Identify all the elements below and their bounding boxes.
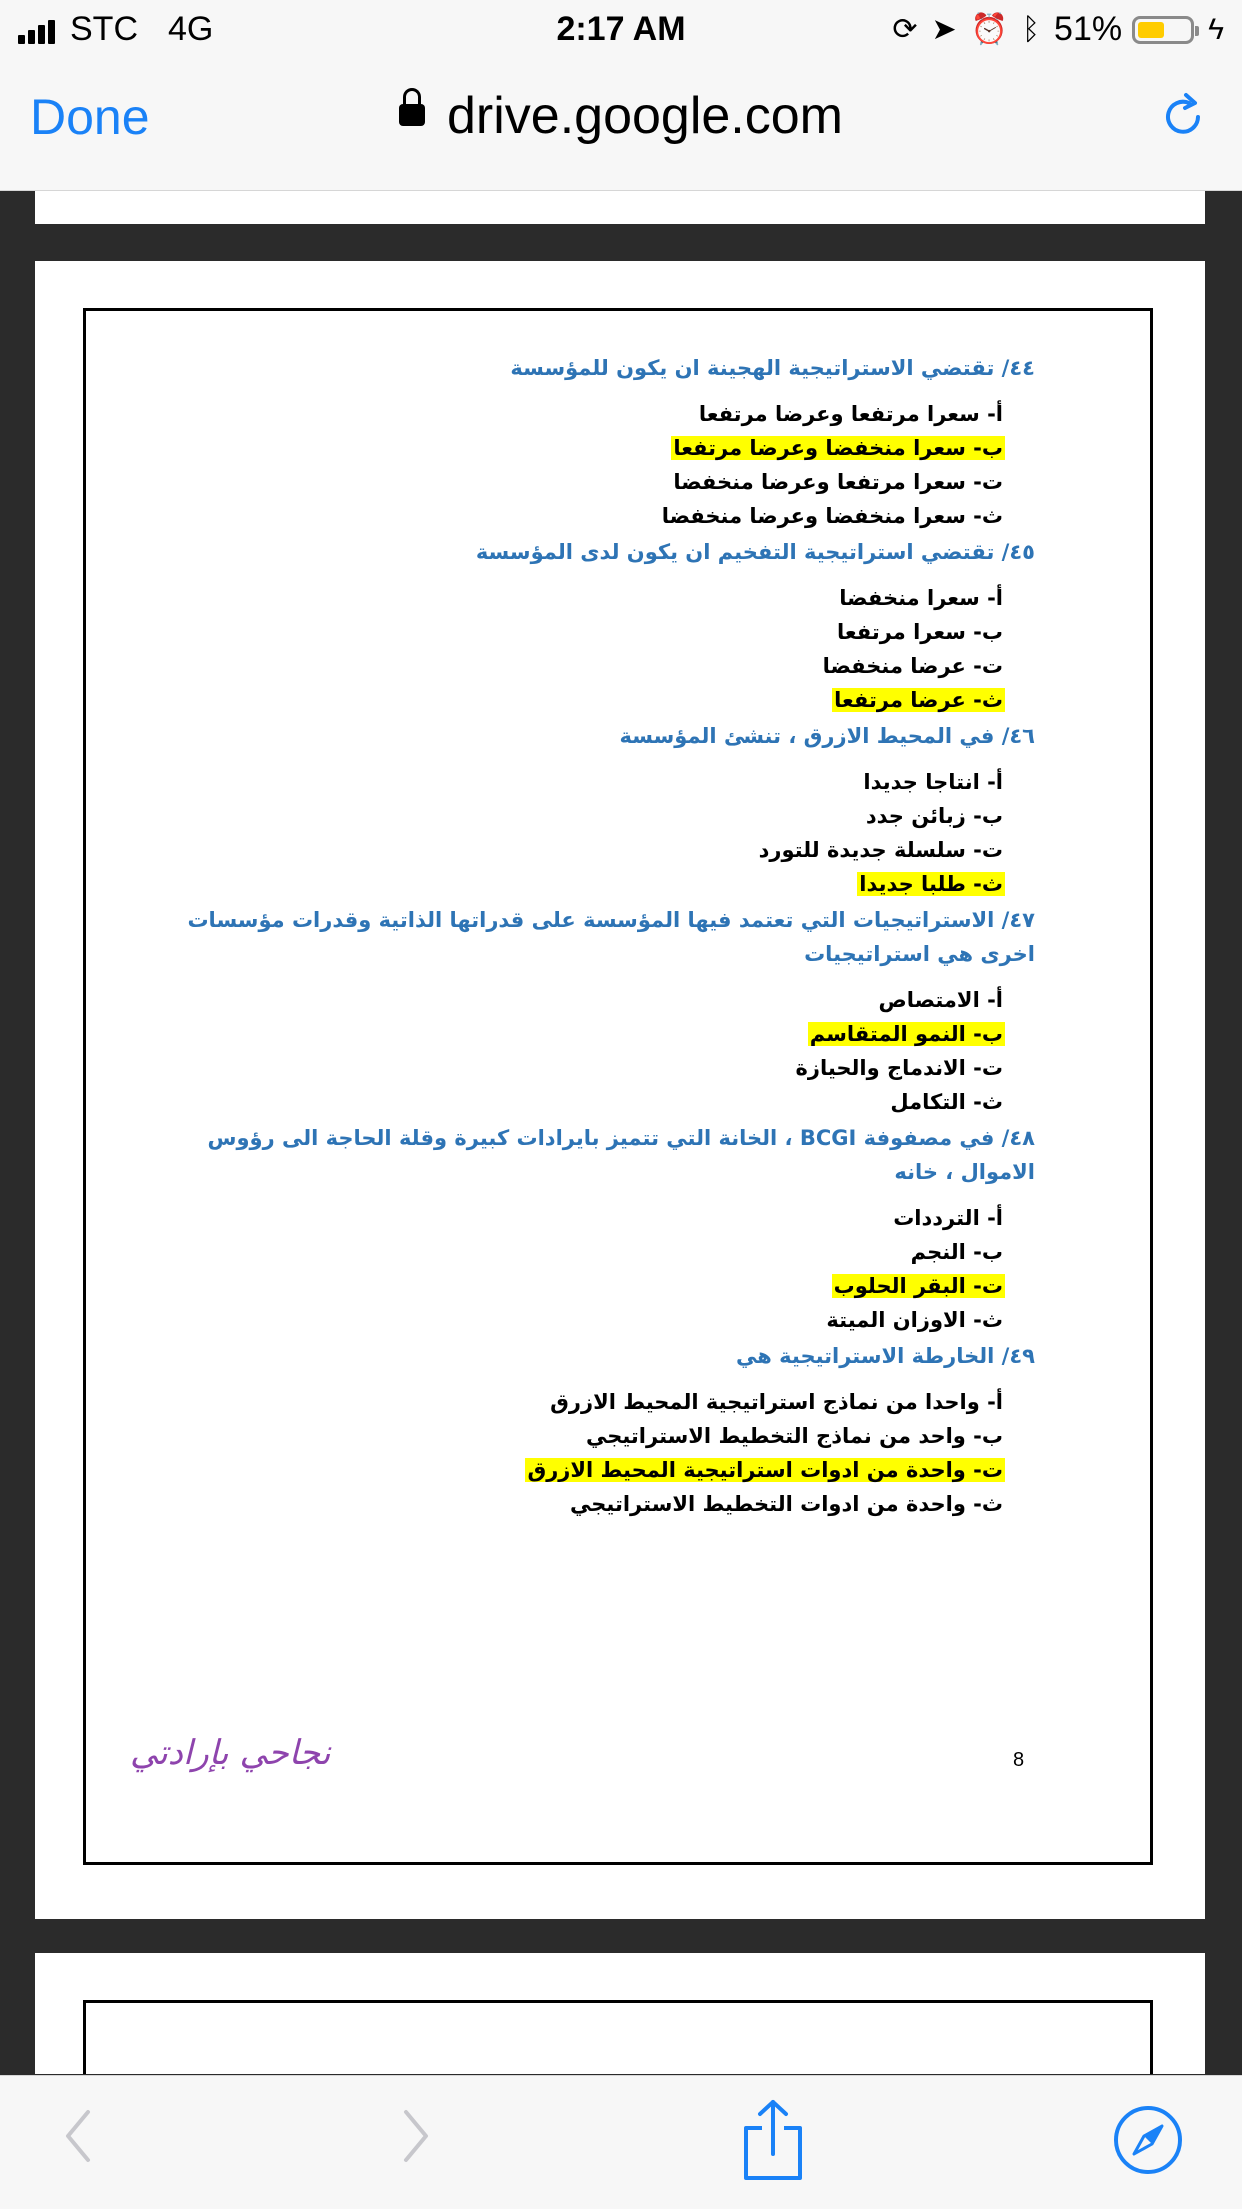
answer-option-highlighted xyxy=(185,1453,1005,1487)
battery-percent: 51% xyxy=(1054,10,1123,48)
next-page xyxy=(35,1953,1205,2074)
question-block xyxy=(185,535,1035,717)
answer-option xyxy=(185,983,1005,1017)
option-text: أ- انتاجا جديدا xyxy=(863,770,1003,794)
question-block xyxy=(185,719,1035,901)
status-time: 2:17 AM xyxy=(556,10,686,48)
next-page-border xyxy=(83,2000,1153,2074)
option-text: ب- النجم xyxy=(910,1240,1003,1264)
option-text: ت- سعرا مرتفعا وعرضا منخفضا xyxy=(673,470,1003,494)
question-title: ٤٧/ الاستراتيجيات التي تعتمد فيها المؤسسة على قدراتها الذاتية وقدرات مؤسسات اخرى هي استراتيجيات xyxy=(187,908,1035,966)
answer-option xyxy=(185,1235,1005,1269)
answer-option xyxy=(185,1487,1005,1521)
options-list xyxy=(185,1201,1035,1337)
option-text: ت- عرضا منخفضا xyxy=(822,654,1003,678)
option-text: أ- الترددات xyxy=(893,1206,1003,1230)
options-list xyxy=(185,983,1035,1119)
back-arrow-icon[interactable] xyxy=(58,2106,98,2166)
browser-nav-bar xyxy=(0,62,1242,191)
option-text: أ- سعرا مرتفعا وعرضا مرتفعا xyxy=(698,402,1003,426)
answer-option xyxy=(185,1419,1005,1453)
question-title: ٤٩/ الخارطة الاستراتيجية هي xyxy=(736,1344,1035,1368)
question-title: ٤٤/ تقتضي الاستراتيجية الهجينة ان يكون للمؤسسة xyxy=(510,356,1035,380)
share-icon[interactable] xyxy=(742,2098,804,2182)
question-block xyxy=(185,1121,1035,1337)
option-text: ت- الاندماج والحيازة xyxy=(795,1056,1003,1080)
questions-list xyxy=(185,351,1035,1523)
location-arrow-icon: ➤ xyxy=(931,13,957,46)
question-title: ٤٦/ في المحيط الازرق ، تنشئ المؤسسة xyxy=(619,724,1035,748)
forward-arrow-icon[interactable] xyxy=(396,2106,436,2166)
answer-option xyxy=(185,833,1005,867)
option-text: ث- طلبا جديدا xyxy=(859,872,1003,896)
answer-option xyxy=(185,465,1005,499)
safari-compass-icon[interactable] xyxy=(1112,2104,1184,2176)
status-right xyxy=(878,10,1224,49)
option-text: ب- سعرا مرتفعا xyxy=(836,620,1003,644)
charging-bolt-icon: ϟ xyxy=(1208,12,1224,46)
option-text: ب- زبائن جدد xyxy=(865,804,1003,828)
answer-option-highlighted xyxy=(185,867,1005,901)
option-text: أ- واحدا من نماذج استراتيجية المحيط الازرق xyxy=(550,1390,1003,1414)
answer-option-highlighted xyxy=(185,683,1005,717)
option-text: ب- واحد من نماذج التخطيط الاستراتيجي xyxy=(585,1424,1003,1448)
done-button[interactable]: Done xyxy=(30,89,150,145)
option-text: ب- سعرا منخفضا وعرضا مرتفعا xyxy=(673,436,1003,460)
browser-toolbar xyxy=(0,2075,1242,2209)
options-list xyxy=(185,1385,1035,1521)
orientation-lock-icon: ⟳ xyxy=(892,13,918,46)
answer-option xyxy=(185,397,1005,431)
answer-option xyxy=(185,1201,1005,1235)
page-number: 8 xyxy=(1013,1749,1025,1771)
url-display[interactable] xyxy=(0,86,1242,146)
option-text: ت- واحدة من ادوات استراتيجية المحيط الازرق xyxy=(527,1458,1003,1482)
answer-option xyxy=(185,649,1005,683)
answer-option xyxy=(185,1303,1005,1337)
option-text: أ- سعرا منخفضا xyxy=(839,586,1003,610)
lock-icon xyxy=(399,104,425,126)
alarm-icon: ⏰ xyxy=(970,13,1009,46)
answer-option-highlighted xyxy=(185,1269,1005,1303)
options-list xyxy=(185,581,1035,717)
signature: نجاحي بإرادتي xyxy=(130,1733,331,1773)
reload-icon[interactable] xyxy=(1158,92,1208,142)
answer-option-highlighted xyxy=(185,1017,1005,1051)
answer-option-highlighted xyxy=(185,431,1005,465)
network-type: 4G xyxy=(168,10,214,48)
battery-icon xyxy=(1132,16,1194,44)
answer-option xyxy=(185,765,1005,799)
answer-option xyxy=(185,1085,1005,1119)
question-title: ٤٨/ في مصفوفة BCGI ، الخانة التي تتميز بايرادات كبيرة وقلة الحاجة الى رؤوس الاموال ، خانه xyxy=(207,1126,1035,1184)
option-text: ث- التكامل xyxy=(890,1090,1003,1114)
question-block xyxy=(185,1339,1035,1521)
url-text: drive.google.com xyxy=(447,87,843,145)
answer-option xyxy=(185,1385,1005,1419)
previous-page-edge xyxy=(35,191,1205,224)
carrier-name: STC xyxy=(70,10,138,48)
answer-option xyxy=(185,499,1005,533)
question-title: ٤٥/ تقتضي استراتيجية التفخيم ان يكون لدى المؤسسة xyxy=(475,540,1035,564)
option-text: ث- سعرا منخفضا وعرضا منخفضا xyxy=(661,504,1003,528)
options-list xyxy=(185,397,1035,533)
answer-option xyxy=(185,799,1005,833)
options-list xyxy=(185,765,1035,901)
question-block xyxy=(185,351,1035,533)
option-text: ت- سلسلة جديدة للتورد xyxy=(758,838,1003,862)
question-block xyxy=(185,903,1035,1119)
answer-option xyxy=(185,1051,1005,1085)
option-text: ث- عرضا مرتفعا xyxy=(834,688,1003,712)
bluetooth-icon: ᛒ xyxy=(1022,12,1041,46)
option-text: ث- واحدة من ادوات التخطيط الاستراتيجي xyxy=(570,1492,1003,1516)
status-bar xyxy=(0,0,1242,62)
document-page xyxy=(35,261,1205,1919)
answer-option xyxy=(185,581,1005,615)
answer-option xyxy=(185,615,1005,649)
document-viewer[interactable] xyxy=(0,191,1242,2074)
option-text: أ- الامتصاص xyxy=(878,988,1003,1012)
option-text: ت- البقر الحلوب xyxy=(833,1274,1003,1298)
option-text: ث- الاوزان الميتة xyxy=(826,1308,1003,1332)
option-text: ب- النمو المتقاسم xyxy=(809,1022,1003,1046)
